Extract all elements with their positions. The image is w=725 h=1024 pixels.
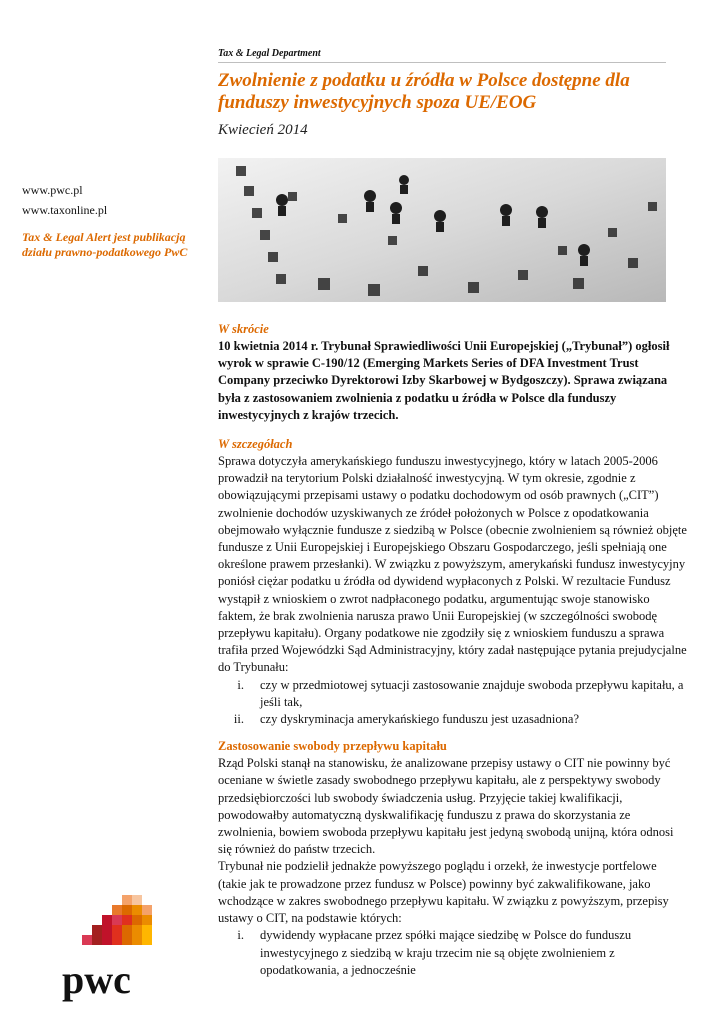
article-body bbox=[218, 321, 688, 979]
list-item: i. dywidendy wypłacane przez spółki mające siedzibę w Polsce do funduszu inwestycyjnego z siedzibą w kraju trzecim nie są objęte zwolnieniem z opodatkowania, a jednocześnie bbox=[237, 928, 632, 977]
details-text: Sprawa dotyczyła amerykańskiego funduszu inwestycyjnego, który w latach 2005-2006 prowadził na terytorium Polski działalność inwestycyjną. W tym okresie, zgodnie z obowiązującymi przepisami ustawy o podatku dochodowym od osób prawnych („CIT”) zwolnienie dochodów uzyskiwanych ze źródeł położonych w Polsce z opodatkowania obejmowało wyłącznie fundusze z siedzibą w Polsce (obecnie zwolnieniem są również objęte fundusze z Unii Europejskiej i Europejskiego Obszaru Gospodarczego, jeśli spełniają one określone prawem przesłanki). W związku z powyższym, amerykański fundusz inwestycyjny poniósł ciężar podatku u źródła od dywidend wypłaconych z Polski. W rezultacie Fundusz wystąpił z wnioskiem o zwrot nadpłaconego podatku, argumentując swoje stanowisko faktem, że brak zwolnienia narusza prawo Unii Europejskiej (w szczególności swobodę przepływu kapitału). Organy podatkowe nie zgodziły się z wnioskiem funduszu a sprawa trafiła przed Wojewódzki Sąd Administracyjny, który zadał następujące pytania prejudycjalne do Trybunału: bbox=[218, 454, 687, 675]
department-label: Tax & Legal Department bbox=[218, 48, 666, 63]
link-taxonline[interactable]: www.taxonline.pl bbox=[22, 203, 108, 217]
details-heading: W szczegółach bbox=[218, 437, 293, 452]
capital-paragraph-1: Rząd Polski stanął na stanowisku, że analizowane przepisy ustawy o CIT nie powinny być oceniane w świetle zasady swobodnego przepływu kapitału, ale z perspektywy swobody przedsiębiorczości lub swobody świadczenia usług. Przyjęcie takiej kwalifikacji, powodowałby automatyczną dyskwalifikację funduszu z prawa do skorzystania ze zwolnienia, bowiem swoboda przepływu kapitału jest jedyną swobodą unijną, która odnosi się również do państw trzecich. bbox=[218, 756, 674, 857]
link-pwc[interactable]: www.pwc.pl bbox=[22, 183, 83, 197]
logo-wordmark: pwc bbox=[62, 957, 131, 1002]
document-title: Zwolnienie z podatku u źródła w Polsce dostępne dla funduszy inwestycyjnych spoza UE/EOG bbox=[218, 70, 630, 113]
list-item: ii. czy dyskryminacja amerykańskiego funduszu jest uzasadniona? bbox=[233, 712, 579, 727]
questions-list bbox=[218, 677, 688, 729]
summary-text: 10 kwietnia 2014 r. Trybunał Sprawiedliwości Unii Europejskiej („Trybunał”) ogłosił wyrok w sprawie C-190/12 (Emerging Markets Series of DFA Investment Trust Company przeciwko Dyrektorowi Izby Skarbowej w Bydgoszczy). Sprawa związana była z zastosowaniem zwolnienia z podatku u źródła w Polsce dla funduszy inwestycyjnych z krajów trzecich. bbox=[218, 339, 670, 422]
list-item: i. czy w przedmiotowej sytuacji zastosowanie znajduje swoboda przepływu kapitału, a jeśli tak, bbox=[237, 677, 684, 709]
header-photo bbox=[218, 158, 666, 302]
publication-date: Kwiecień 2014 bbox=[218, 122, 308, 138]
pwc-logo bbox=[62, 895, 172, 1005]
summary-heading: W skrócie bbox=[218, 322, 269, 336]
alert-note: Tax & Legal Alert jest publikacją działu prawno-podatkowego PwC bbox=[22, 230, 188, 259]
capital-paragraph-2: Trybunał nie podzielił jednakże powyższego poglądu i orzekł, że inwestycje portfelowe (takie jak te prowadzone przez fundusz w Polsce) powinny być zakwalifikowane, jako wchodzące w zakres swobodnego przepływu kapitału. W związku z powyższym, przepisy ustawy o CIT, na podstawie których: bbox=[218, 859, 669, 926]
capital-list bbox=[218, 927, 688, 979]
sidebar bbox=[22, 180, 192, 260]
capital-heading: Zastosowanie swobody przepływu kapitału bbox=[218, 739, 447, 754]
